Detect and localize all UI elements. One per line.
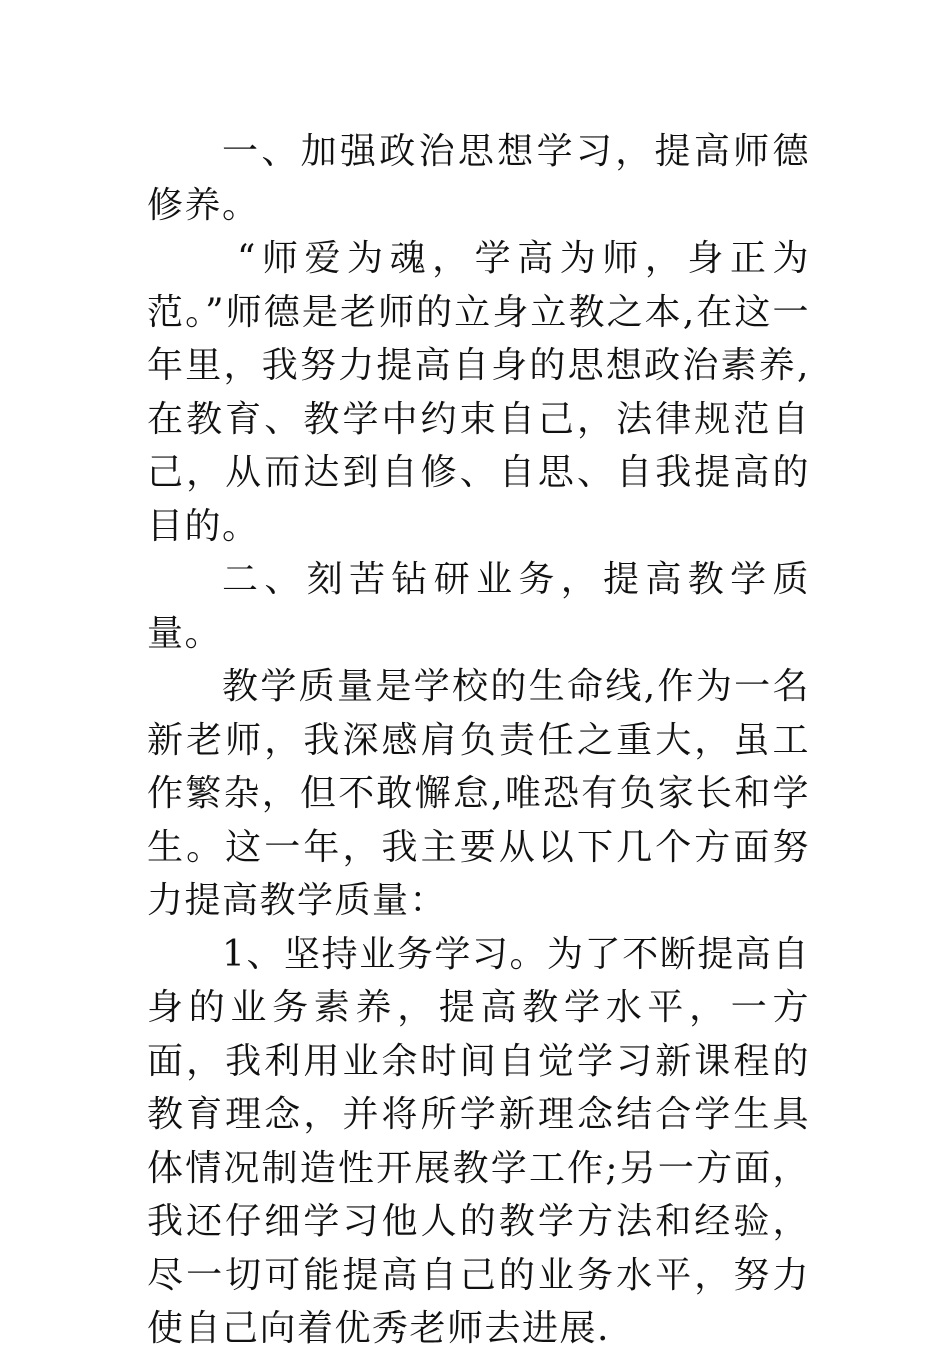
paragraph-business-study: 1、坚持业务学习。为了不断提高自身的业务素养，提高教学水平，一方面，我利用业余时间自觉学习新课程的教育理念，并将所学新理念结合学生具体情况制造性开展教学工作;另一方面，我还仔细学习他人的教学方法和经验，尽一切可能提高自己的业务水平，努力使自己向着优秀老师去进展. — [147, 933, 810, 1349]
paragraph-teacher-ethics: “师爱为魂，学高为师，身正为范。”师德是老师的立身立教之本,在这一年里，我努力提高自身的思想政治素养,在教育、教学中约束自己，法律规范自己，从而达到自修、自思、自我提高的目的。 — [147, 238, 810, 547]
section-heading-2: 二、刻苦钻研业务，提高教学质量。 — [147, 559, 810, 654]
section-heading-1: 一、加强政治思想学习，提高师德修养。 — [147, 131, 810, 226]
paragraph-teaching-quality: 教学质量是学校的生命线,作为一名新老师，我深感肩负责任之重大，虽工作繁杂，但不敢懈怠,唯恐有负家长和学生。这一年，我主要从以下几个方面努力提高教学质量： — [147, 666, 810, 921]
